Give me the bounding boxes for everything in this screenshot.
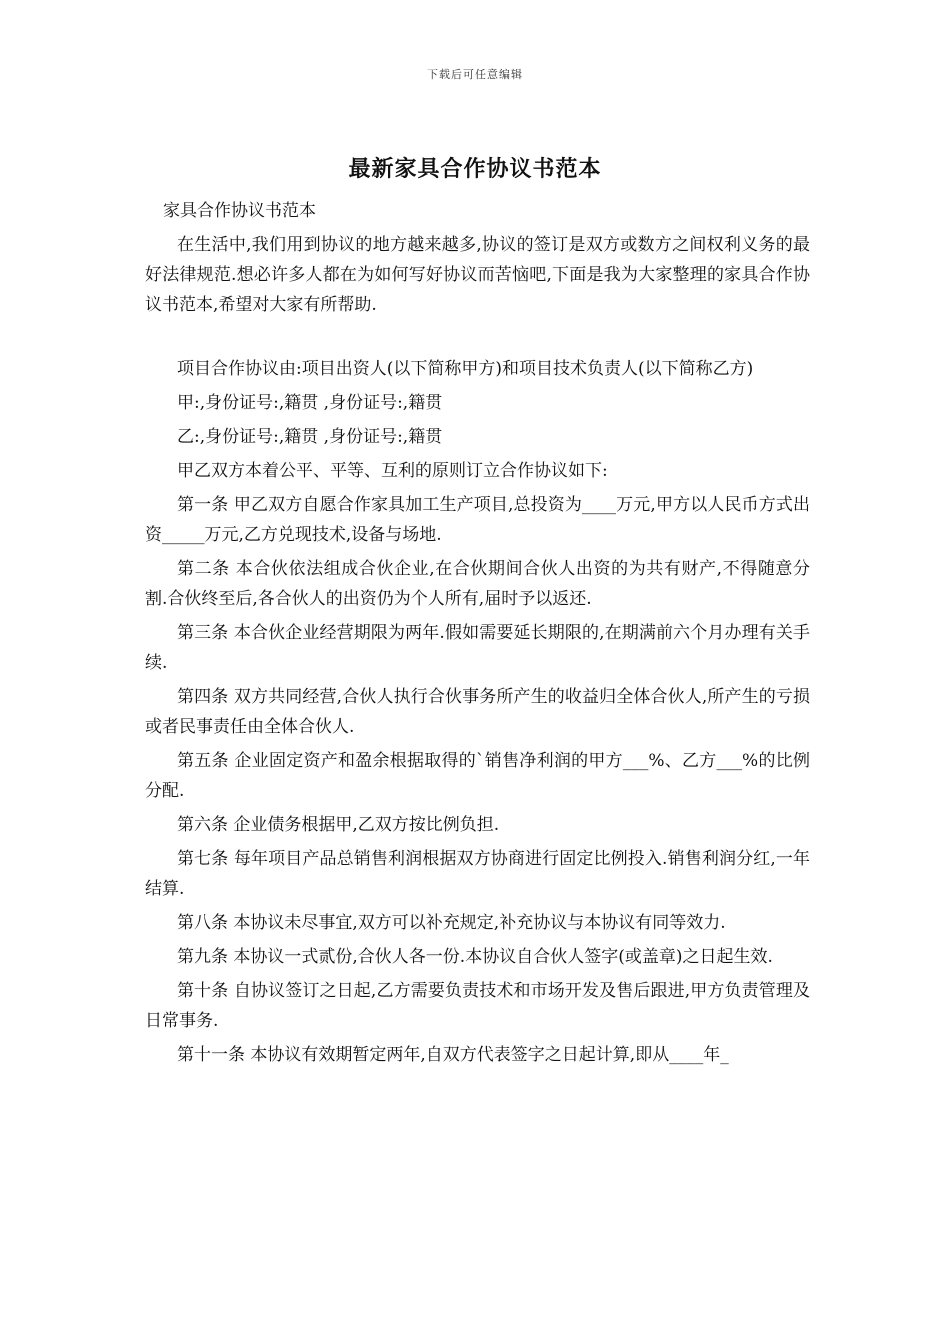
article-4: 第四条 双方共同经营,合伙人执行合伙事务所产生的收益归全体合伙人,所产生的亏损或者民事责任由全体合伙人. [145,687,810,737]
paragraph-party-b: 乙:,身份证号:,籍贯 ,身份证号:,籍贯 [177,427,443,447]
article-3: 第三条 本合伙企业经营期限为两年.假如需要延长期限的,在期满前六个月办理有关手续. [145,623,810,673]
header-note: 下载后可任意编辑 [427,68,523,81]
article-2: 第二条 本合伙依法组成合伙企业,在合伙期间合伙人出资的为共有财产,不得随意分割.合伙终至后,各合伙人的出资仍为个人所有,届时予以返还. [145,559,810,609]
article-10: 第十条 自协议签订之日起,乙方需要负责技术和市场开发及售后跟进,甲方负责管理及日常事务. [145,981,810,1031]
article-6: 第六条 企业债务根据甲,乙双方按比例负担. [177,815,500,835]
article-11: 第十一条 本协议有效期暂定两年,自双方代表签字之日起计算,即从____年_ [177,1045,729,1065]
article-5: 第五条 企业固定资产和盈余根据取得的`销售净利润的甲方___%、乙方___%的比例分配. [145,751,810,801]
document-title: 最新家具合作协议书范本 [348,156,602,182]
article-8: 第八条 本协议未尽事宜,双方可以补充规定,补充协议与本协议有同等效力. [177,913,726,933]
article-1: 第一条 甲乙双方自愿合作家具加工生产项目,总投资为____万元,甲方以人民币方式出资_____万元,乙方兑现技术,设备与场地. [145,495,810,545]
paragraph-party-a: 甲:,身份证号:,籍贯 ,身份证号:,籍贯 [177,393,443,413]
document-body [145,196,810,1074]
paragraph-spacer [145,324,810,354]
article-7: 第七条 每年项目产品总销售利润根据双方协商进行固定比例投入.销售利润分红,一年结算. [145,849,810,899]
paragraph-principle: 甲乙双方本着公平、平等、互利的原则订立合作协议如下: [177,461,608,481]
paragraph-parties: 项目合作协议由:项目出资人(以下简称甲方)和项目技术负责人(以下简称乙方) [177,359,754,379]
intro-paragraph: 在生活中,我们用到协议的地方越来越多,协议的签订是双方或数方之间权利义务的最好法律规范.想必许多人都在为如何写好协议而苦恼吧,下面是我为大家整理的家具合作协议书范本,希望对大家有所帮助. [145,235,810,315]
article-9: 第九条 本协议一式贰份,合伙人各一份.本协议自合伙人签字(或盖章)之日起生效. [177,947,773,967]
document-subtitle: 家具合作协议书范本 [163,201,316,221]
